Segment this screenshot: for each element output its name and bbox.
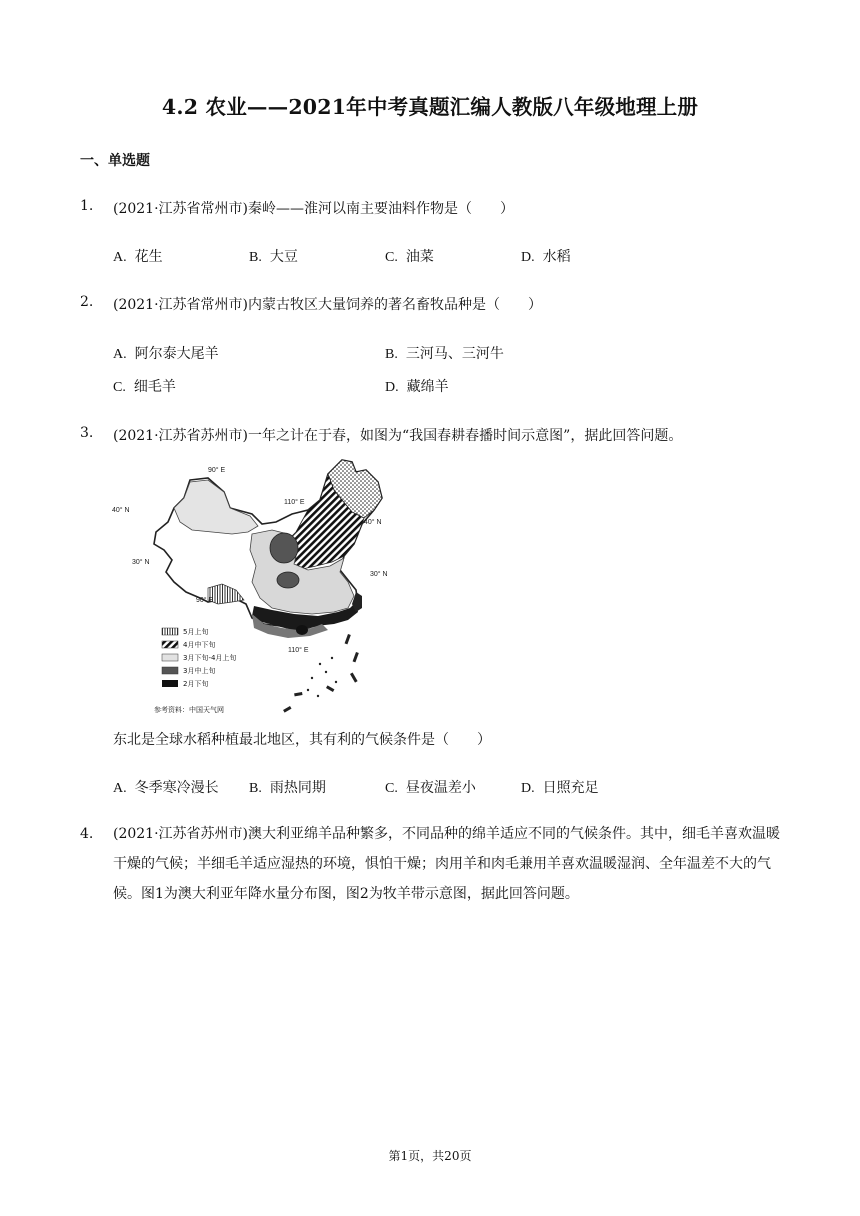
lon-label-90e-top: 90° E (208, 467, 226, 474)
option-label: B. (385, 347, 398, 362)
legend-label: 5月上旬 (183, 628, 209, 636)
option-label: A. (113, 347, 127, 362)
region-march-early-a (270, 533, 298, 563)
lat-label-30n-right: 30° N (370, 571, 388, 578)
option-text: 细毛羊 (133, 379, 176, 395)
option-text: 昼夜温差小 (405, 780, 476, 796)
option-label: A. (113, 781, 127, 796)
region-march-early-b (277, 572, 299, 588)
option-c (113, 376, 176, 396)
option-label: B. (249, 781, 262, 796)
option-label: B. (249, 250, 262, 265)
lat-label-40n-left: 40° N (112, 507, 130, 514)
option-text: 阿尔泰大尾羊 (134, 346, 219, 362)
question-number: 2. (80, 294, 94, 310)
map-legend (154, 627, 236, 714)
option-a (113, 246, 163, 266)
lon-label-110e-top: 110° E (284, 499, 305, 506)
option-text: 油菜 (405, 249, 434, 265)
option-b (385, 343, 504, 363)
hainan (296, 625, 308, 635)
question-subtext: 东北是全球水稻种植最北地区，其有利的气候条件是（ ） (113, 732, 491, 748)
option-label: A. (113, 250, 127, 265)
option-label: D. (385, 380, 399, 395)
legend-swatch-feb-late (162, 680, 178, 687)
question-text: (2021·江苏省常州市)秦岭——淮河以南主要油料作物是（ ） (113, 201, 515, 217)
lat-label-30n-left: 30° N (132, 559, 150, 566)
question-number: 4. (80, 826, 94, 842)
option-b (249, 246, 298, 266)
legend-label: 3月下旬-4月上旬 (183, 654, 237, 662)
legend-swatch-may-early (162, 628, 178, 635)
legend-label: 3月中上旬 (183, 667, 216, 675)
legend-swatch-march-early (162, 667, 178, 674)
question-number: 3. (80, 425, 94, 441)
legend-label: 4月中下旬 (183, 641, 216, 649)
option-text: 雨热同期 (269, 780, 326, 796)
legend-label: 2月下旬 (183, 680, 209, 688)
option-b (249, 777, 326, 797)
option-label: D. (521, 781, 535, 796)
option-text: 三河马、三河牛 (405, 346, 504, 362)
map-source: 参考资料：中国天气网 (154, 706, 224, 714)
page-footer: 第1页，共20页 (388, 1149, 472, 1163)
legend-swatch-march-late (162, 654, 178, 661)
option-d (385, 376, 449, 396)
option-d (521, 246, 571, 266)
south-sea-islands (283, 634, 359, 713)
option-c (385, 777, 476, 797)
question-text: (2021·江苏省常州市)内蒙古牧区大量饲养的著名畜牧品种是（ ） (113, 297, 543, 313)
lon-label-90e-bottom: 90° E (196, 597, 214, 604)
option-text: 日照充足 (542, 780, 599, 796)
option-a (113, 343, 219, 363)
option-text: 冬季寒冷漫长 (134, 780, 219, 796)
option-label: C. (113, 380, 126, 395)
question-text: (2021·江苏省苏州市)一年之计在于春，如图为“我国春耕春播时间示意图”，据此回答问题。 (113, 428, 683, 444)
option-text: 水稻 (542, 249, 571, 265)
option-text: 花生 (134, 249, 163, 265)
option-text: 藏绵羊 (406, 379, 449, 395)
option-label: C. (385, 250, 398, 265)
option-c (385, 246, 434, 266)
china-spring-sowing-map (112, 452, 398, 718)
question-text: (2021·江苏省苏州市)澳大利亚绵羊品种繁多，不同品种的绵羊适应不同的气候条件。其中，细毛羊喜欢温暖干燥的气候；半细毛羊适应湿热的环境，惧怕干燥；肉用羊和肉毛兼用羊喜欢温暖湿润、全年温差不大的气候。图1为澳大利亚年降水量分布图，图2为牧羊带示意图，据此回答问题。 (113, 826, 781, 902)
option-text: 大豆 (269, 249, 298, 265)
option-d (521, 777, 599, 797)
section-heading: 一、单选题 (80, 153, 150, 169)
lon-label-110e-bottom: 110° E (288, 647, 309, 654)
option-a (113, 777, 219, 797)
question-number: 1. (80, 198, 94, 214)
option-label: C. (385, 781, 398, 796)
option-label: D. (521, 250, 535, 265)
lat-label-40n-right: 40° N (364, 519, 382, 526)
legend-swatch-april-mid (162, 641, 178, 648)
page-title: 4.2 农业——2021年中考真题汇编人教版八年级地理上册 (161, 95, 699, 119)
